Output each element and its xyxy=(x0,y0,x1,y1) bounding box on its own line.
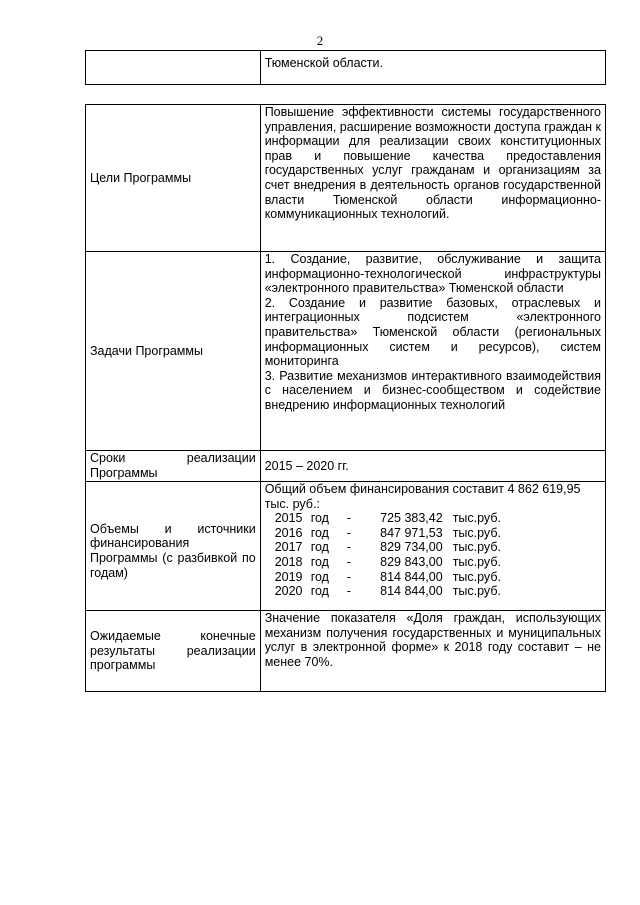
funding-row-2017 xyxy=(265,540,601,555)
table-row-tasks xyxy=(86,252,606,451)
funding-year: 2018 xyxy=(274,554,303,569)
results-label-cell xyxy=(86,611,261,692)
funding-dash: - xyxy=(346,569,351,584)
funding-amount: 814 844,00 xyxy=(380,569,443,584)
funding-dash: - xyxy=(346,584,351,599)
funding-year-word: год xyxy=(310,554,329,569)
funding-year: 2017 xyxy=(274,540,303,555)
task-item-1: 1. Создание, развитие, обслуживание и защита информационно-технологической инфраструктуры «электронного правительства» Тюменской области xyxy=(264,252,601,296)
funding-dash: - xyxy=(346,554,351,569)
funding-years-list xyxy=(265,511,601,599)
funding-year: 2020 xyxy=(274,584,303,599)
funding-row-2015 xyxy=(265,511,601,526)
funding-year-word: год xyxy=(310,584,329,599)
table-row-goals xyxy=(86,105,606,252)
funding-year-word: год xyxy=(310,511,329,526)
table-row-terms xyxy=(86,451,606,482)
funding-unit: тыс.руб. xyxy=(452,584,501,599)
funding-intro: Общий объем финансирования составит 4 862 619,95 тыс. руб.: xyxy=(264,482,581,511)
funding-row-2019 xyxy=(265,570,601,585)
funding-row-2020 xyxy=(265,584,601,599)
funding-amount: 829 843,00 xyxy=(380,554,443,569)
funding-year: 2016 xyxy=(274,525,303,540)
task-item-3: 3. Развитие механизмов интерактивного взаимодействия с населением и бизнес-сообществом и содействие внедрению информационных технологий xyxy=(264,368,601,412)
funding-amount: 725 383,42 xyxy=(380,511,443,526)
funding-row-2016 xyxy=(265,526,601,541)
results-text: Значение показателя «Доля граждан, использующих механизм получения государственных и муниципальных услуг в электронной форме» к 2018 году составит – не менее 70%. xyxy=(260,611,605,692)
terms-value: 2015 – 2020 гг. xyxy=(260,451,605,482)
funding-amount: 814 844,00 xyxy=(380,584,443,599)
funding-unit: тыс.руб. xyxy=(452,525,501,540)
continuation-table xyxy=(85,50,606,85)
funding-dash: - xyxy=(346,511,351,526)
tasks-label: Задачи Программы xyxy=(86,252,261,451)
table-row-results xyxy=(86,611,606,692)
goals-text: Повышение эффективности системы государственного управления, расширение возможности доступа граждан к информации для реализации своих конституционных прав и повышение качества предоставления государственных услуг гражданам и организациям за счет внедрения в деятельность органов государственной власти Тюменской области информационно-коммуникационных технологий. xyxy=(260,105,605,252)
top-row-left-cell xyxy=(86,51,261,85)
top-row-right-cell: Тюменской области. xyxy=(260,51,605,85)
results-label: Ожидаемые конечные результаты реализации программы xyxy=(90,629,256,673)
funding-year-word: год xyxy=(310,540,329,555)
funding-amount: 829 734,00 xyxy=(380,540,443,555)
funding-row-2018 xyxy=(265,555,601,570)
tasks-cell xyxy=(260,252,605,451)
funding-unit: тыс.руб. xyxy=(452,540,501,555)
funding-dash: - xyxy=(346,540,351,555)
funding-year: 2019 xyxy=(274,569,303,584)
task-item-2: 2. Создание и развитие базовых, отраслевых и интеграционных подсистем «электронного правительства» Тюменской области (региональных информационных систем и ресурсов), систем мониторинга xyxy=(264,295,601,369)
funding-cell xyxy=(260,482,605,611)
page-number: 2 xyxy=(316,33,324,48)
funding-unit: тыс.руб. xyxy=(452,569,501,584)
funding-label-cell xyxy=(86,482,261,611)
funding-year-word: год xyxy=(310,569,329,584)
funding-unit: тыс.руб. xyxy=(452,554,501,569)
table-row-funding xyxy=(86,482,606,611)
table-row xyxy=(86,51,606,85)
funding-amount: 847 971,53 xyxy=(380,525,443,540)
funding-year: 2015 xyxy=(274,511,303,526)
funding-label: Объемы и источники финансирования Программы (с разбивкой по годам) xyxy=(90,521,256,580)
funding-dash: - xyxy=(346,525,351,540)
program-passport-table xyxy=(85,104,606,692)
terms-label: Сроки реализации Программы xyxy=(86,451,261,482)
goals-label: Цели Программы xyxy=(86,105,261,252)
funding-year-word: год xyxy=(310,525,329,540)
funding-unit: тыс.руб. xyxy=(452,511,501,526)
